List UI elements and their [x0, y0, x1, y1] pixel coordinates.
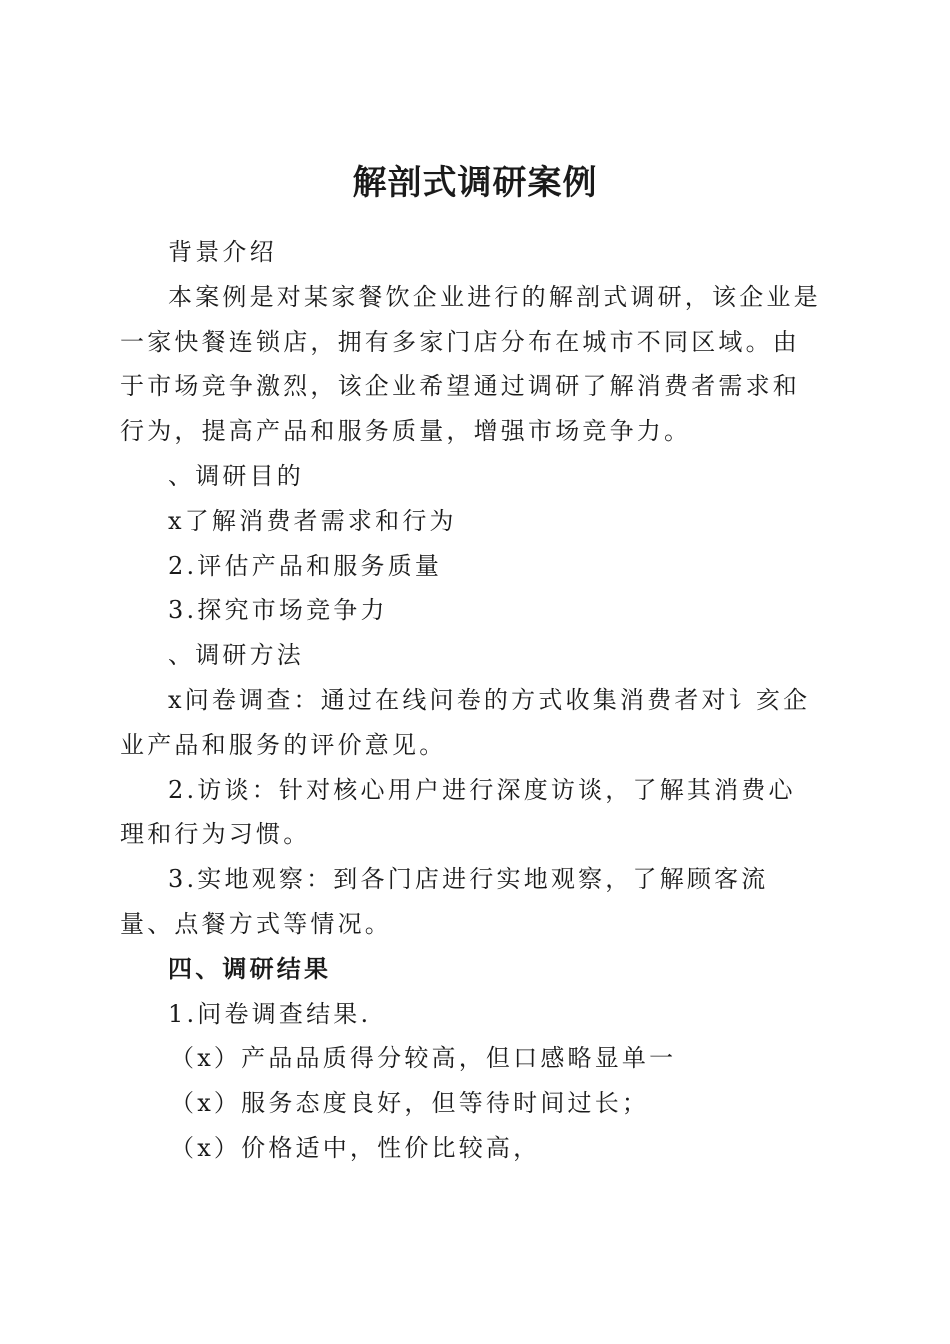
results-subheading: 1.问卷调查结果.	[168, 999, 372, 1028]
document-body	[120, 230, 822, 1171]
result-item: （x）服务态度良好，但等待时间过长；	[170, 1089, 650, 1118]
method-item: 2.访谈：针对核心用户进行深度访谈，了解其消费心理和行为习惯。	[120, 775, 796, 849]
results-heading: 四、调研结果	[168, 953, 332, 983]
goal-item: x了解消费者需求和行为	[168, 506, 457, 535]
methods-heading: 、调研方法	[168, 641, 304, 670]
method-item: 3.实地观察：到各门店进行实地观察，了解顾客流量、点餐方式等情况。	[120, 865, 769, 938]
document-title: 解剖式调研案例	[352, 162, 598, 203]
background-heading: 背景介绍	[168, 238, 277, 266]
method-item: x问卷调查：通过在线问卷的方式收集消费者对讠亥企业产品和服务的评价意见。	[120, 685, 811, 759]
goal-item: 2.评估产品和服务质量	[168, 551, 443, 580]
result-item: （x）产品品质得分较高，但口感略显单一	[170, 1044, 677, 1073]
result-item: （x）价格适中，性价比较高，	[170, 1133, 541, 1162]
goal-item: 3.探究市场竞争力	[168, 596, 388, 625]
intro-paragraph: 本案例是对某家餐饮企业进行的解剖式调研，该企业是一家快餐连锁店，拥有多家门店分布在城市不同区域。由于市场竞争激烈，该企业希望通过调研了解消费者需求和行为，提高产品和服务质量，增强市场竞争力。	[120, 282, 821, 446]
goals-heading: 、调研目的	[168, 461, 304, 490]
